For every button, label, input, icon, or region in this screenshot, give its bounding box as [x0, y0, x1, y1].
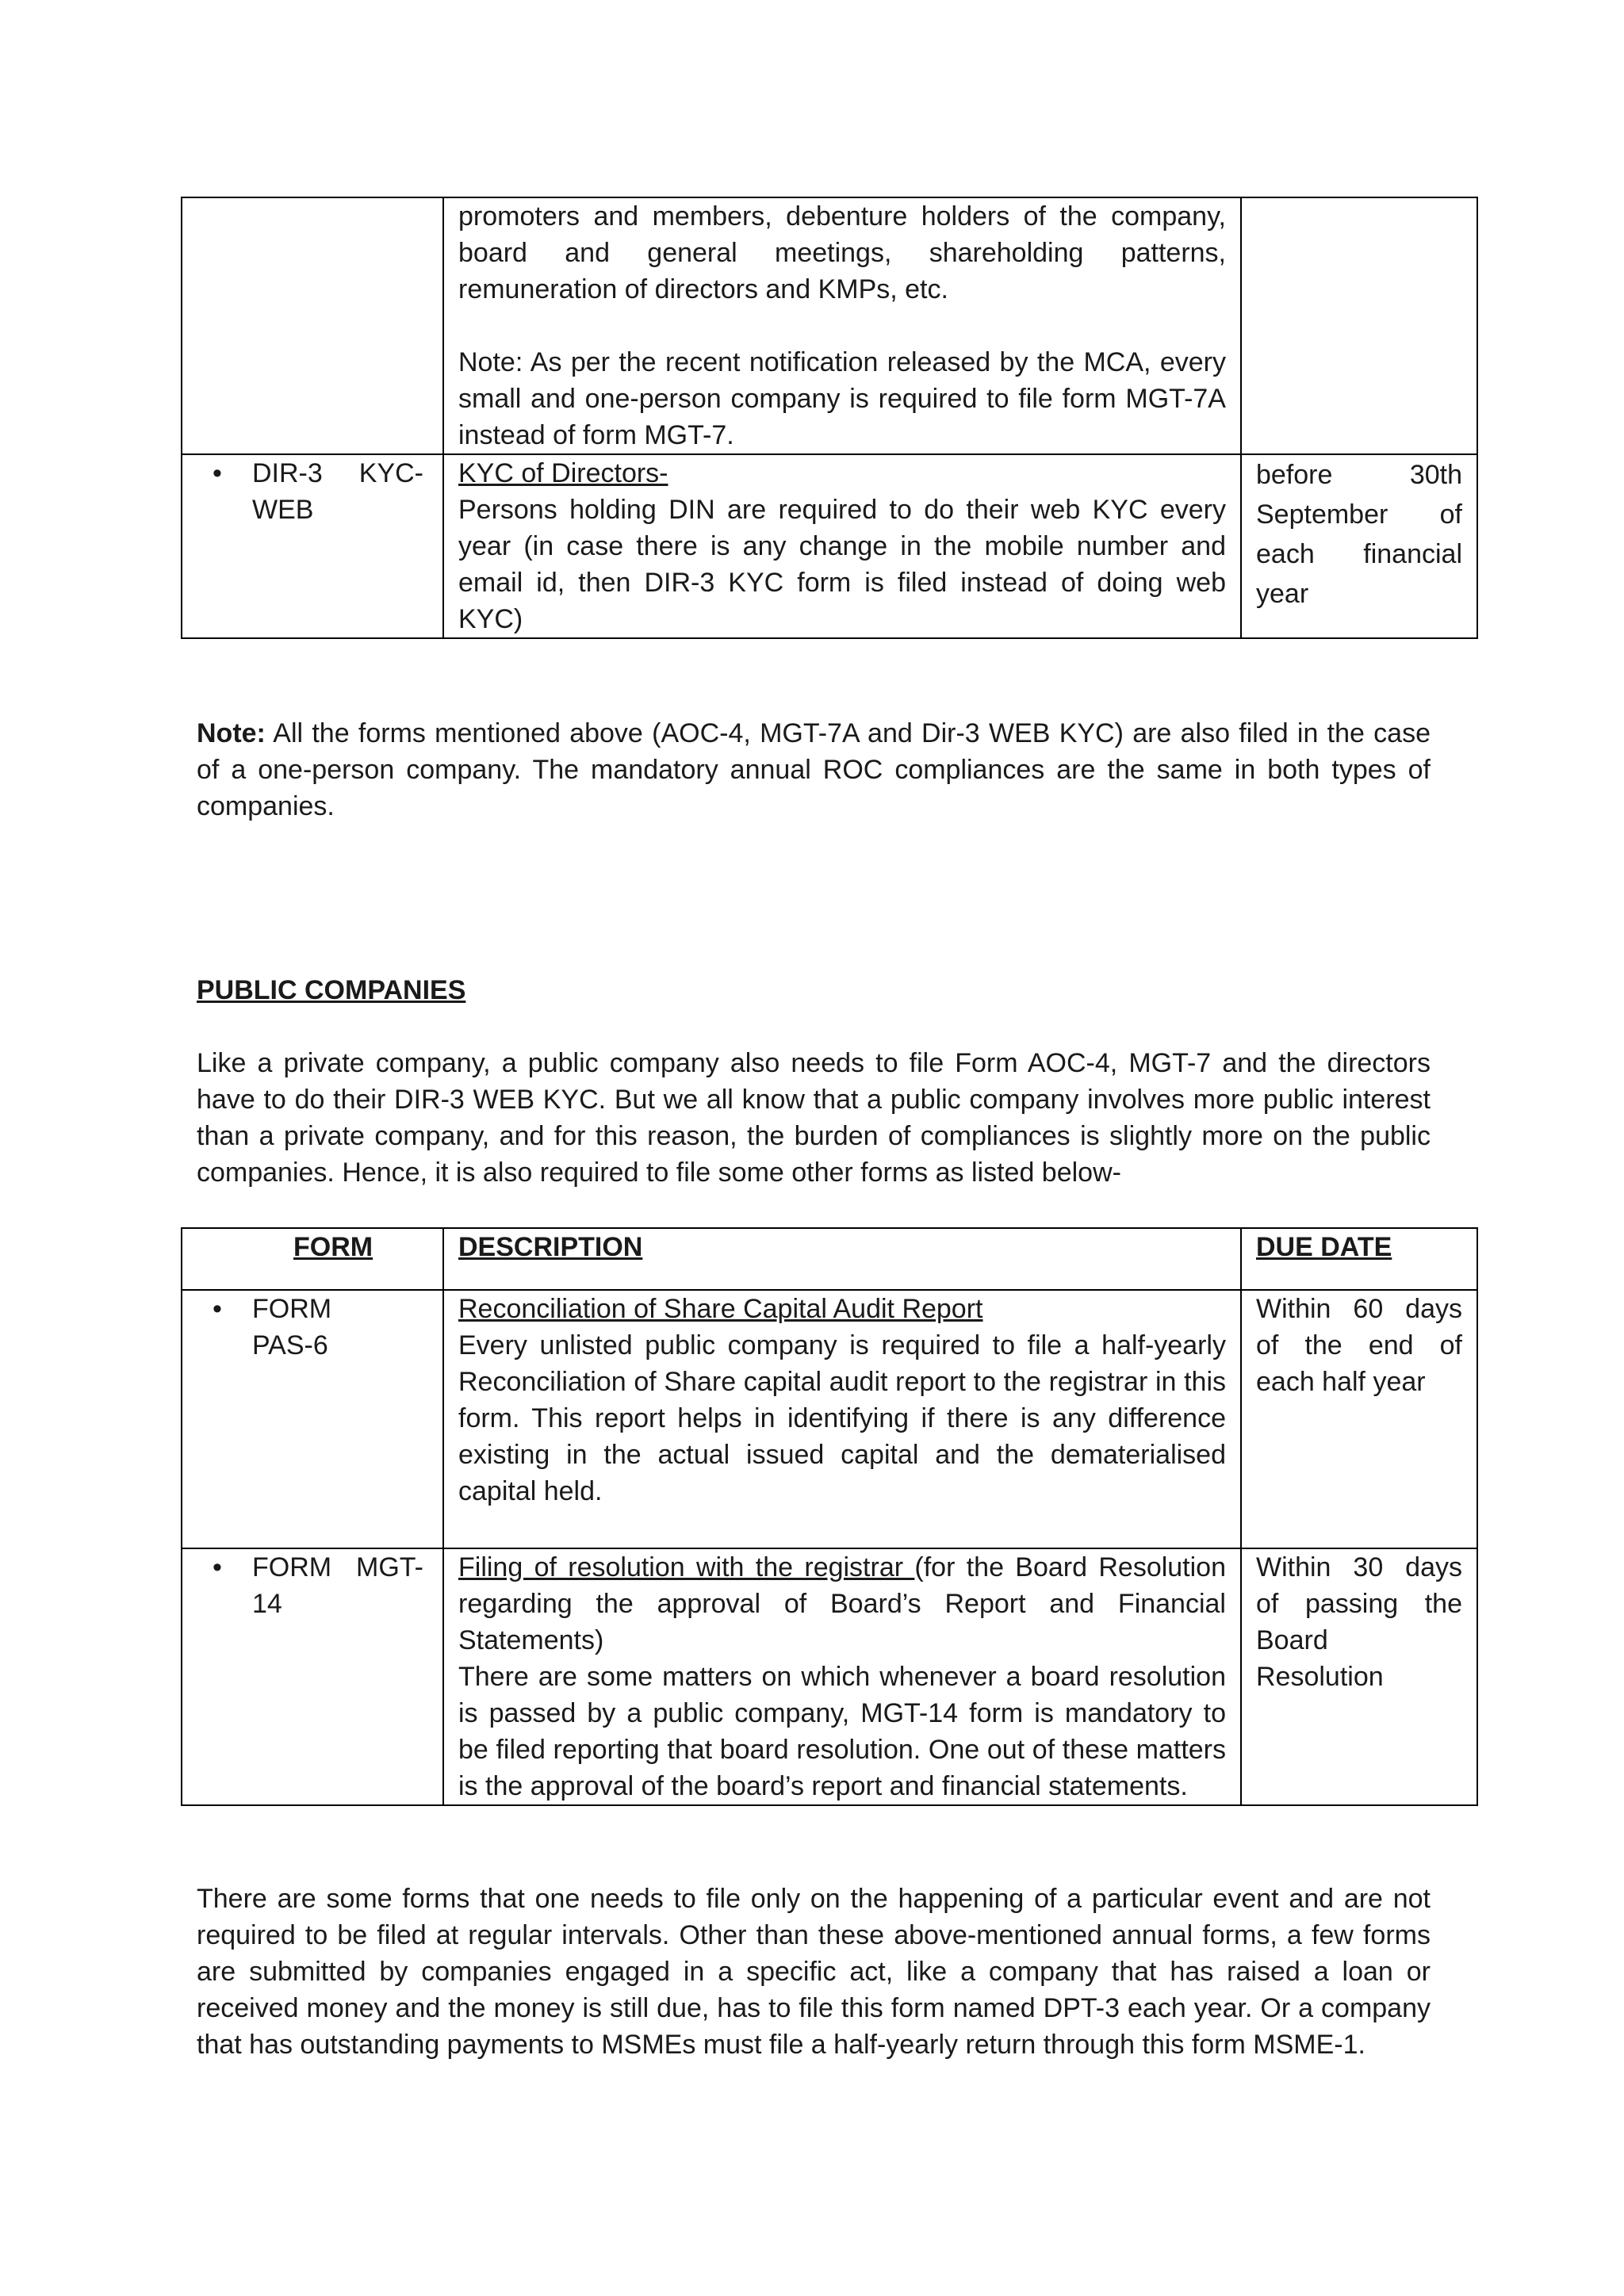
bullet-icon: • [213, 1294, 222, 1324]
form-cell [182, 1290, 443, 1548]
description-text: Every unlisted public company is required to file a half-yearly Reconciliation of Share capital audit report to the registrar in this form. This report helps in identifying if there is any difference existing in the actual issued capital and the dematerialised capital held. [458, 1330, 1226, 1506]
form-name-line1: DIR-3 KYC- [252, 458, 423, 488]
description-title: Reconciliation of Share Capital Audit Report [458, 1294, 983, 1324]
bullet-icon: • [213, 458, 222, 488]
closing-paragraph: There are some forms that one needs to file only on the happening of a particular event and are not required to be filed at regular intervals. Other than these above-mentioned annual forms, a few forms are submitted by companies engaged in a specific act, like a company that has raised a loan or received money and the money is still due, has to file this form named DPT-3 each year. Or a company that has outstanding payments to MSMEs must file a half-yearly return through this form MSME-1. [197, 1884, 1431, 2060]
table-row [182, 1290, 1477, 1548]
form-cell [182, 197, 443, 454]
description-title-suffix: (for the Board Resolution regarding the approval of Board’s Report and Financial Statements) [458, 1552, 1227, 1655]
description-title: KYC of Directors- [458, 458, 668, 488]
description-text: promoters and members, debenture holders of the company, board and general meetings, shareholding patterns, remuneration of directors and KMPs, etc. [458, 201, 1226, 304]
private-forms-table-continued [181, 197, 1478, 639]
due-date-text: Within 30 days of passing the Board Resolution [1256, 1552, 1462, 1692]
header-description: DESCRIPTION [443, 1228, 1241, 1290]
public-forms-table [181, 1227, 1478, 1806]
due-date-cell [1241, 1290, 1477, 1548]
description-cell [443, 1290, 1241, 1548]
description-cell [443, 454, 1241, 638]
table-row [182, 1548, 1477, 1805]
description-cell [443, 1548, 1241, 1805]
header-form: FORM [182, 1228, 443, 1290]
description-text: There are some matters on which whenever a board resolution is passed by a public company, MGT-14 form is mandatory to be filed reporting that board resolution. One out of these matters is the approval of the board’s report and financial statements. [458, 1662, 1226, 1801]
note-label: Note: [197, 718, 266, 748]
table-row [182, 454, 1477, 638]
public-companies-paragraph: Like a private company, a public company also needs to file Form AOC-4, MGT-7 and the directors have to do their DIR-3 WEB KYC. But we all know that a public company involves more public interest than a private company, and for this reason, the burden of compliances is slightly more on the public companies. Hence, it is also required to file some other forms as listed below- [197, 1048, 1431, 1188]
note-text: All the forms mentioned above (AOC-4, MGT-7A and Dir-3 WEB KYC) are also filed in the case of a one-person company. The mandatory annual ROC compliances are the same in both types of companies. [197, 718, 1431, 821]
note-paragraph [197, 715, 1431, 825]
table-header-row [182, 1228, 1477, 1290]
form-name-line1: FORM [252, 1294, 332, 1324]
due-date-cell [1241, 1548, 1477, 1805]
form-cell [182, 1548, 443, 1805]
header-due-date: DUE DATE [1241, 1228, 1477, 1290]
form-name-line1: FORM MGT- [252, 1552, 423, 1582]
form-name-line2: WEB [252, 495, 314, 525]
description-text: Persons holding DIN are required to do their web KYC every year (in case there is any change in the mobile number and email id, then DIR-3 KYC form is filed instead of doing web KYC) [458, 495, 1226, 634]
description-cell [443, 197, 1241, 454]
due-date-text: before 30th September of each financial year [1256, 460, 1462, 609]
bullet-icon: • [213, 1552, 222, 1582]
description-title: Filing of resolution with the registrar [458, 1552, 915, 1582]
form-name-line2: 14 [252, 1589, 282, 1619]
section-heading: PUBLIC COMPANIES [197, 975, 466, 1005]
due-date-cell [1241, 454, 1477, 638]
due-date-text: Within 60 days of the end of each half year [1256, 1294, 1462, 1397]
form-name-line2: PAS-6 [252, 1330, 328, 1360]
table-row [182, 197, 1477, 454]
due-date-cell [1241, 197, 1477, 454]
mgt7a-note: Note: As per the recent notification released by the MCA, every small and one-person company is required to file form MGT-7A instead of form MGT-7. [458, 347, 1226, 450]
form-cell [182, 454, 443, 638]
